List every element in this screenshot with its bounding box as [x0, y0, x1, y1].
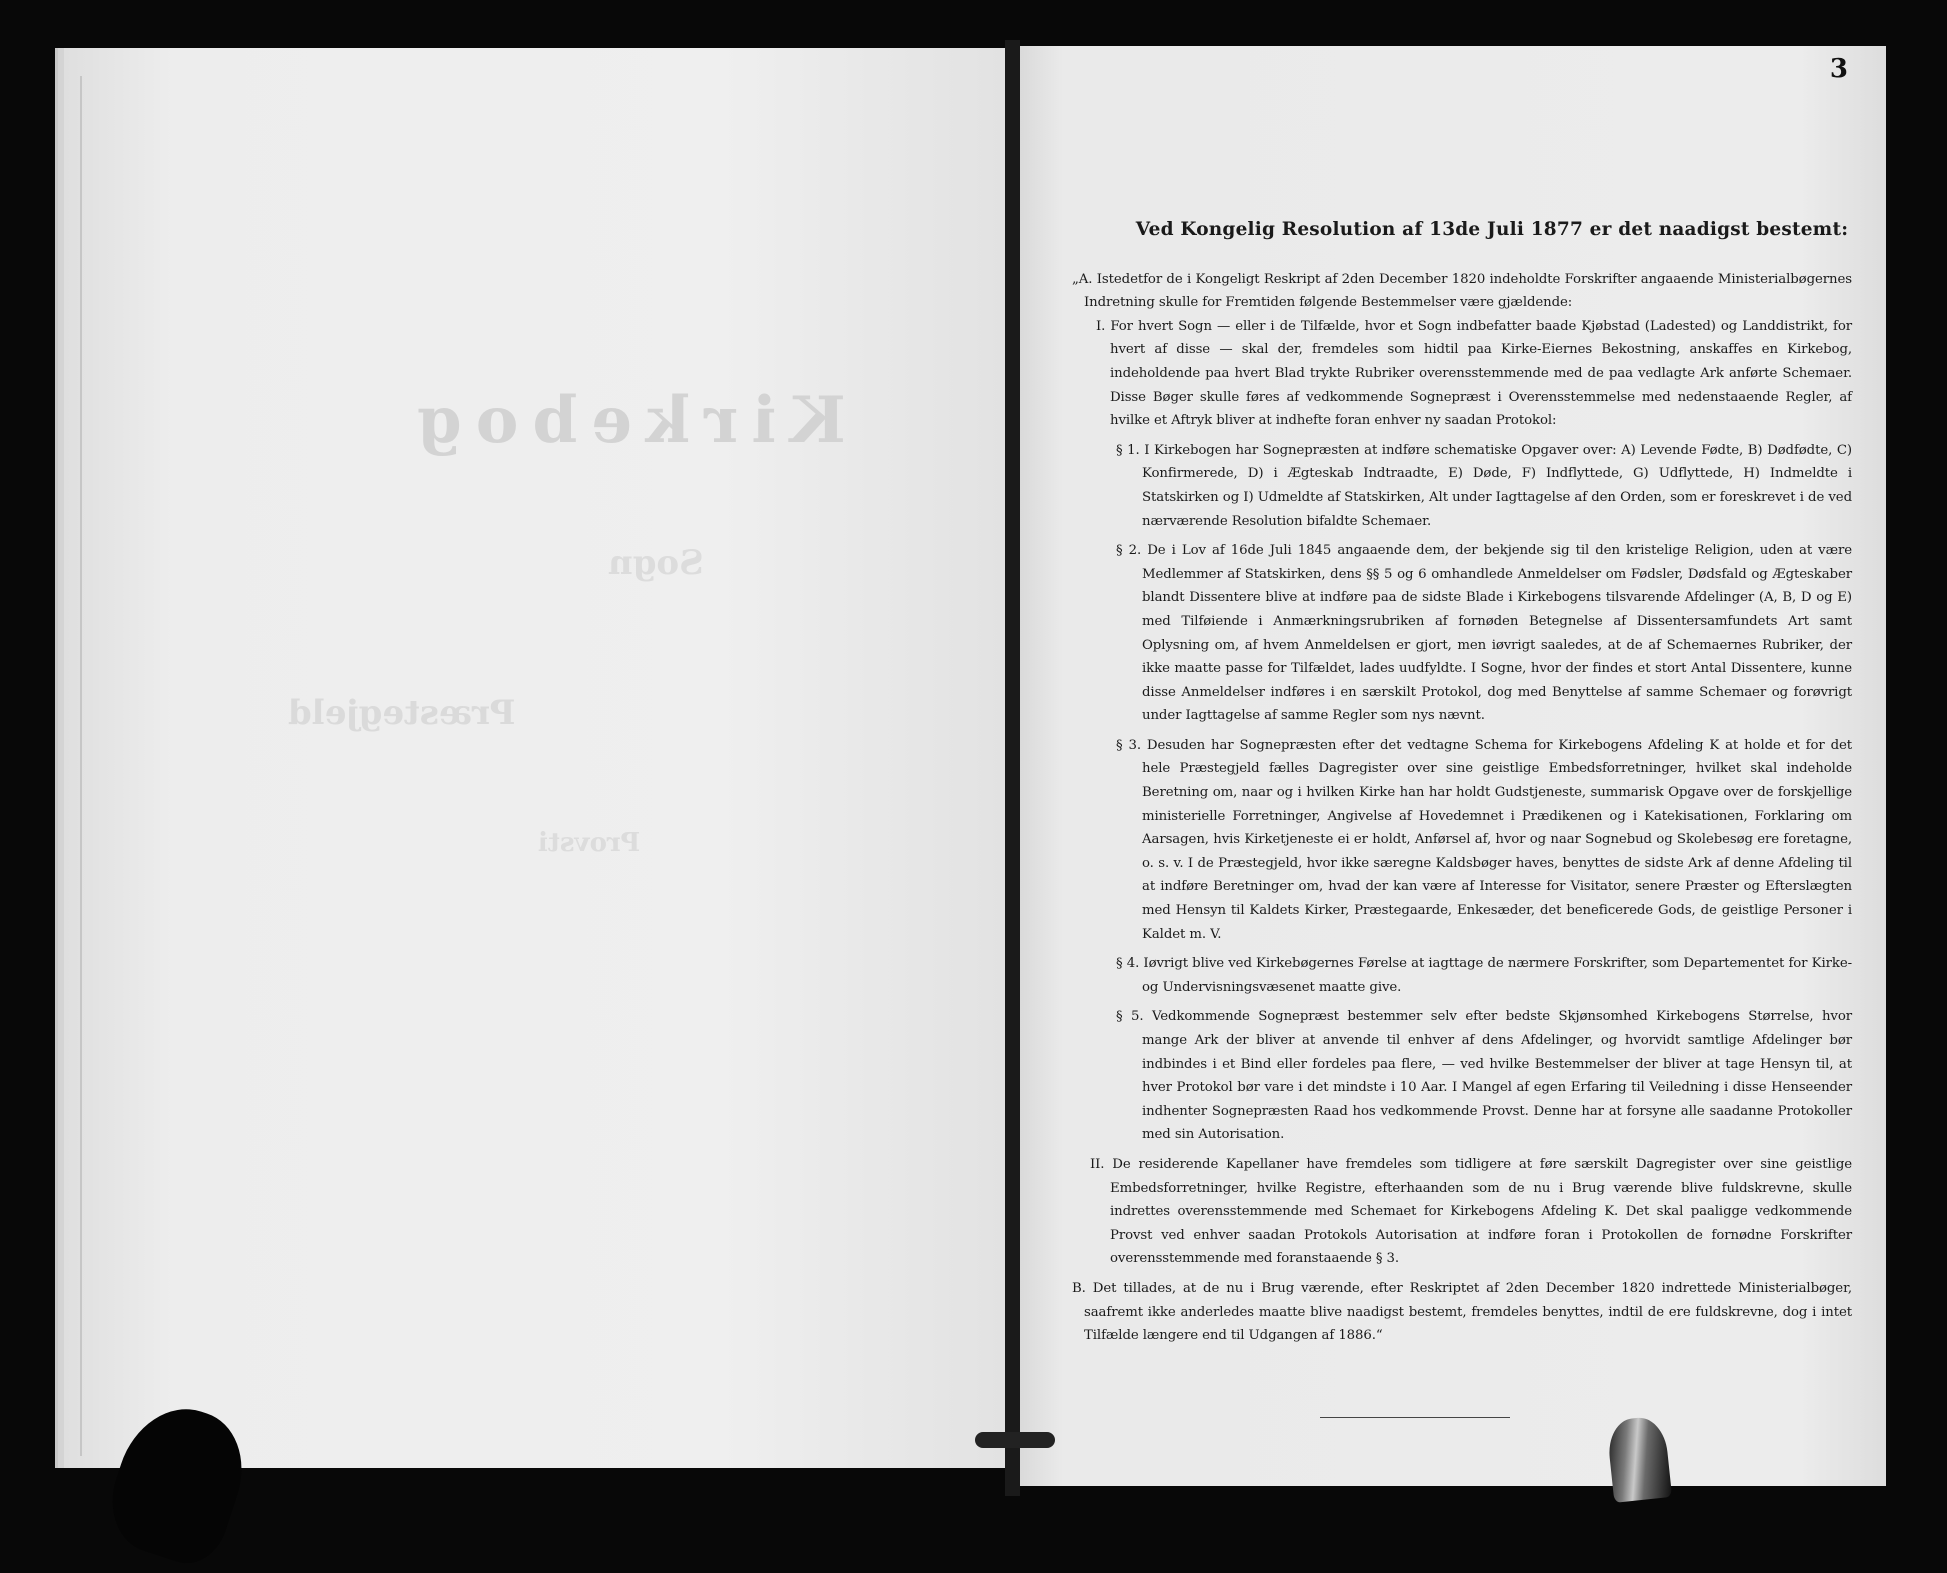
section-1: § 1. I Kirkebogen har Sognepræsten at indføre schematiske Opgaver over: A) Levende Fødte, B) Dødfødte, C) Konfirmerede, D) i Ægteskab Indtraadte, E) Døde, F) Indflyttede, G) Udflyttede, H) Indmeldte i Statskirken og I) Udmeldte af Statskirken, Alt under Iagttagelse af den Orden, som er foreskrevet i de ved nærværende Resolution bifaldte Schemaer. [1116, 442, 1852, 529]
paragraph-a: „A. Istedetfor de i Kongeligt Reskript af 2den December 1820 indeholdte Forskrifter angaaende Ministerialbøgernes Indretning skulle for Fremtiden følgende Bestemmelser være gjældende: [1072, 271, 1852, 311]
page-number: 3 [1829, 54, 1848, 84]
right-page [1020, 46, 1886, 1486]
section-3: § 3. Desuden har Sognepræsten efter det vedtagne Schema for Kirkebogens Afdeling K at holde et for det hele Præstegjeld fælles Dagregister over sine geistlige Embedsforretninger, hvilket skal indeholde Beretning om, naar og i hvilken Kirke han har holdt Gudstjeneste, summarisk Opgave over de forskjellige ministerielle Forretninger, Angivelse af Hovedemnet i Prædikenen og i Katekisationen, Forklaring om Aarsagen, hvis Kirketjeneste ei er holdt, Anførsel af, hvor og naar Sognebud og Skolebesøg ere foretagne, o. s. v. I de Præstegjeld, hvor ikke særegne Kaldsbøger haves, benyttes de sidste Ark af denne Afdeling til at indføre Beretninger om, hvad der kan være af Interesse for Visitator, senere Præster og Efterslægten med Hensyn til Kaldets Kirker, Præstegaarde, Enkesæder, det beneficerede Gods, de geistlige Personer i Kaldet m. V. [1116, 737, 1852, 942]
section-2: § 2. De i Lov af 16de Juli 1845 angaaende dem, der bekjende sig til den kristelige Religion, uden at være Medlemmer af Statskirken, dens §§ 5 og 6 omhandlede Anmeldelser om Fødsler, Dødsfald og Ægteskaber blandt Dissentere blive at indføre paa de sidste Blade i Kirkebogens tilsvarende Afdelinger (A, B, D og E) med Tilføiende i Anmærkningsrubriken af fornøden Betegnelse af Dissentersamfundets Art samt Oplysning om, af hvem Anmeldelsen er gjort, men iøvrigt saaledes, at de af Schemaernes Rubriker, der ikke maatte passe for Tilfældet, lades uudfyldte. I Sogne, hvor der findes et stort Antal Dissentere, kunne disse Anmeldelser indføres i en særskilt Protokol, dog med Benyttelse af samme Schemaer og forøvrigt under Iagttagelse af samme Regler som nys nævnt. [1116, 543, 1852, 724]
show-through-line: Sogn [608, 543, 704, 583]
paragraph-b: B. Det tillades, at de nu i Brug værende, efter Reskriptet af 2den December 1820 indrettede Ministerialbøger, saafremt ikke anderledes maatte blive naadigst bestemt, fremdeles benyttes, indtil de ere fuldskrevne, dog i intet Tilfælde længere end til Udgangen af 1886.“ [1072, 1280, 1852, 1344]
show-through-line: Provsti [538, 828, 641, 858]
binding-gutter [1005, 40, 1020, 1496]
page-edge-line [80, 76, 82, 1456]
paragraph-i: I. For hvert Sogn — eller i de Tilfælde, hvor et Sogn indbefatter baade Kjøbstad (Ladested) og Landdistrikt, for hvert af disse — skal der, fremdeles som hidtil paa Kirke-Eiernes Bekostning, anskaffes en Kirkebog, indeholdende paa hvert Blad trykte Rubriker overensstemmende med de paa vedlagte Ark anførte Schemaer. Disse Bøger skulle føres af vedkommende Sognepræst i Overensstemmelse med nedenstaaende Regler, af hvilke et Aftryk bliver at indhefte foran enhver ny saadan Protokol: [1096, 318, 1852, 429]
paragraph-ii: II. De residerende Kapellaner have fremdeles som tidligere at føre særskilt Dagregister over sine geistlige Embedsforretninger, hvilke Registre, efterhaanden som de nu i Brug værende blive fuldskrevne, skulle indrettes overensstemmende med Schemaet for Kirkebogens Afdeling K. Det skal paaligge vedkommende Provst ved enhver saadan Protokols Autorisation at indføre foran i Protokollen de fornødne Forskrifter overensstemmende med foranstaaende § 3. [1090, 1156, 1852, 1267]
left-page [55, 48, 1008, 1468]
page-title: Ved Kongelig Resolution af 13de Juli 1877 er det naadigst bestemt: [1135, 219, 1849, 240]
section-4: § 4. Iøvrigt blive ved Kirkebøgernes Førelse at iagttage de nærmere Forskrifter, som Departementet for Kirke- og Undervisningsvæsenet maatte give. [1116, 956, 1852, 995]
binding-string [975, 1432, 1055, 1448]
closing-rule [1320, 1417, 1510, 1418]
show-through-line: Præstegjeld [288, 693, 516, 733]
show-through-title: Kirkebog [403, 383, 846, 458]
resolution-text [1072, 218, 1852, 1348]
section-5: § 5. Vedkommende Sognepræst bestemmer selv efter bedste Skjønsomhed Kirkebogens Størrelse, hvor mange Ark der bliver at anvende til enhver af dens Afdelinger, og hvorvidt samtlige Afdelinger bør indbindes i et Bind eller fordeles paa flere, — ved hvilke Bestemmelser der bliver at tage Hensyn til, at hver Protokol bør vare i det mindste i 10 Aar. I Mangel af egen Erfaring til Veiledning i disse Henseender indhenter Sognepræsten Raad hos vedkommende Provst. Denne har at forsyne alle saadanne Protokoller med sin Autorisation. [1116, 1009, 1852, 1143]
